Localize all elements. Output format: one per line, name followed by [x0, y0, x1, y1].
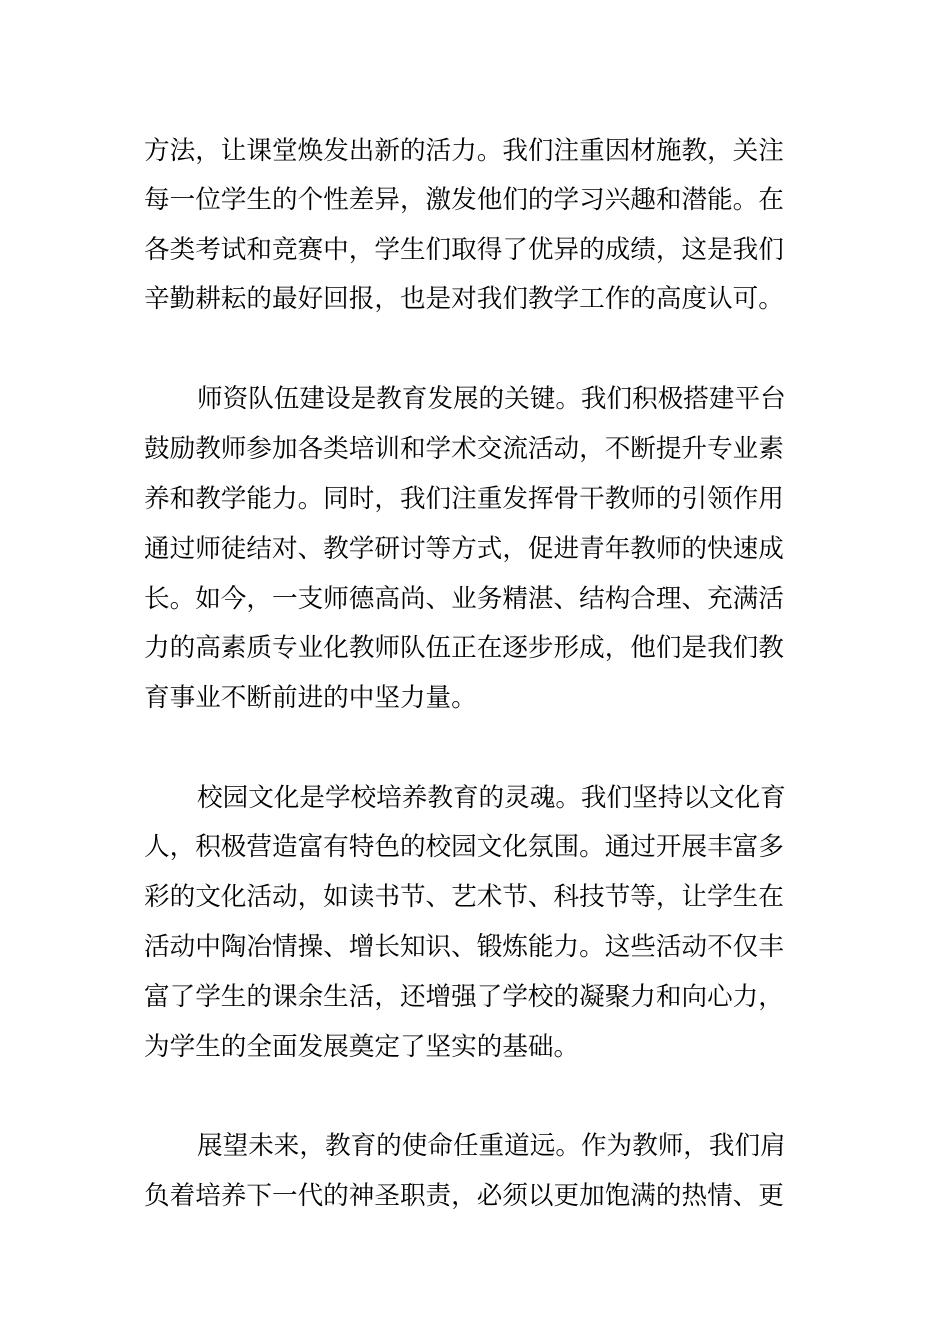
text-line: 方法，让课堂焕发出新的活力。我们注重因材施教，关注 [144, 136, 784, 166]
text-line: 活动中陶冶情操、增长知识、锻炼能力。这些活动不仅丰 [144, 932, 784, 962]
text-line: 负着培养下一代的神圣职责，必须以更加饱满的热情、更 [144, 1181, 784, 1211]
text-line: 每一位学生的个性差异，激发他们的学习兴趣和潜能。在 [144, 185, 784, 215]
text-line: 师资队伍建设是教育发展的关键。我们积极搭建平台 [197, 384, 786, 414]
text-line: 为学生的全面发展奠定了坚实的基础。 [144, 1032, 580, 1062]
text-line: 彩的文化活动，如读书节、艺术节、科技节等，让学生在 [144, 882, 784, 912]
text-line: 展望未来，教育的使命任重道远。作为教师，我们肩 [197, 1131, 786, 1161]
text-line: 养和教学能力。同时，我们注重发挥骨干教师的引领作用 [144, 484, 784, 514]
text-line: 各类考试和竞赛中，学生们取得了优异的成绩，这是我们 [144, 235, 784, 265]
text-line: 育事业不断前进的中坚力量。 [144, 683, 477, 713]
text-line: 人，积极营造富有特色的校园文化氛围。通过开展丰富多 [144, 832, 784, 862]
text-line: 富了学生的课余生活，还增强了学校的凝聚力和向心力， [144, 982, 784, 1012]
text-line: 校园文化是学校培养教育的灵魂。我们坚持以文化育 [197, 783, 786, 813]
text-line: 辛勤耕耘的最好回报，也是对我们教学工作的高度认可。 [144, 284, 784, 314]
text-line: 鼓励教师参加各类培训和学术交流活动，不断提升专业素 [144, 434, 784, 464]
text-line: 力的高素质专业化教师队伍正在逐步形成，他们是我们教 [144, 633, 784, 663]
text-line: 长。如今，一支师德高尚、业务精湛、结构合理、充满活 [144, 584, 784, 614]
text-line: 通过师徒结对、教学研讨等方式，促进青年教师的快速成 [144, 534, 784, 564]
